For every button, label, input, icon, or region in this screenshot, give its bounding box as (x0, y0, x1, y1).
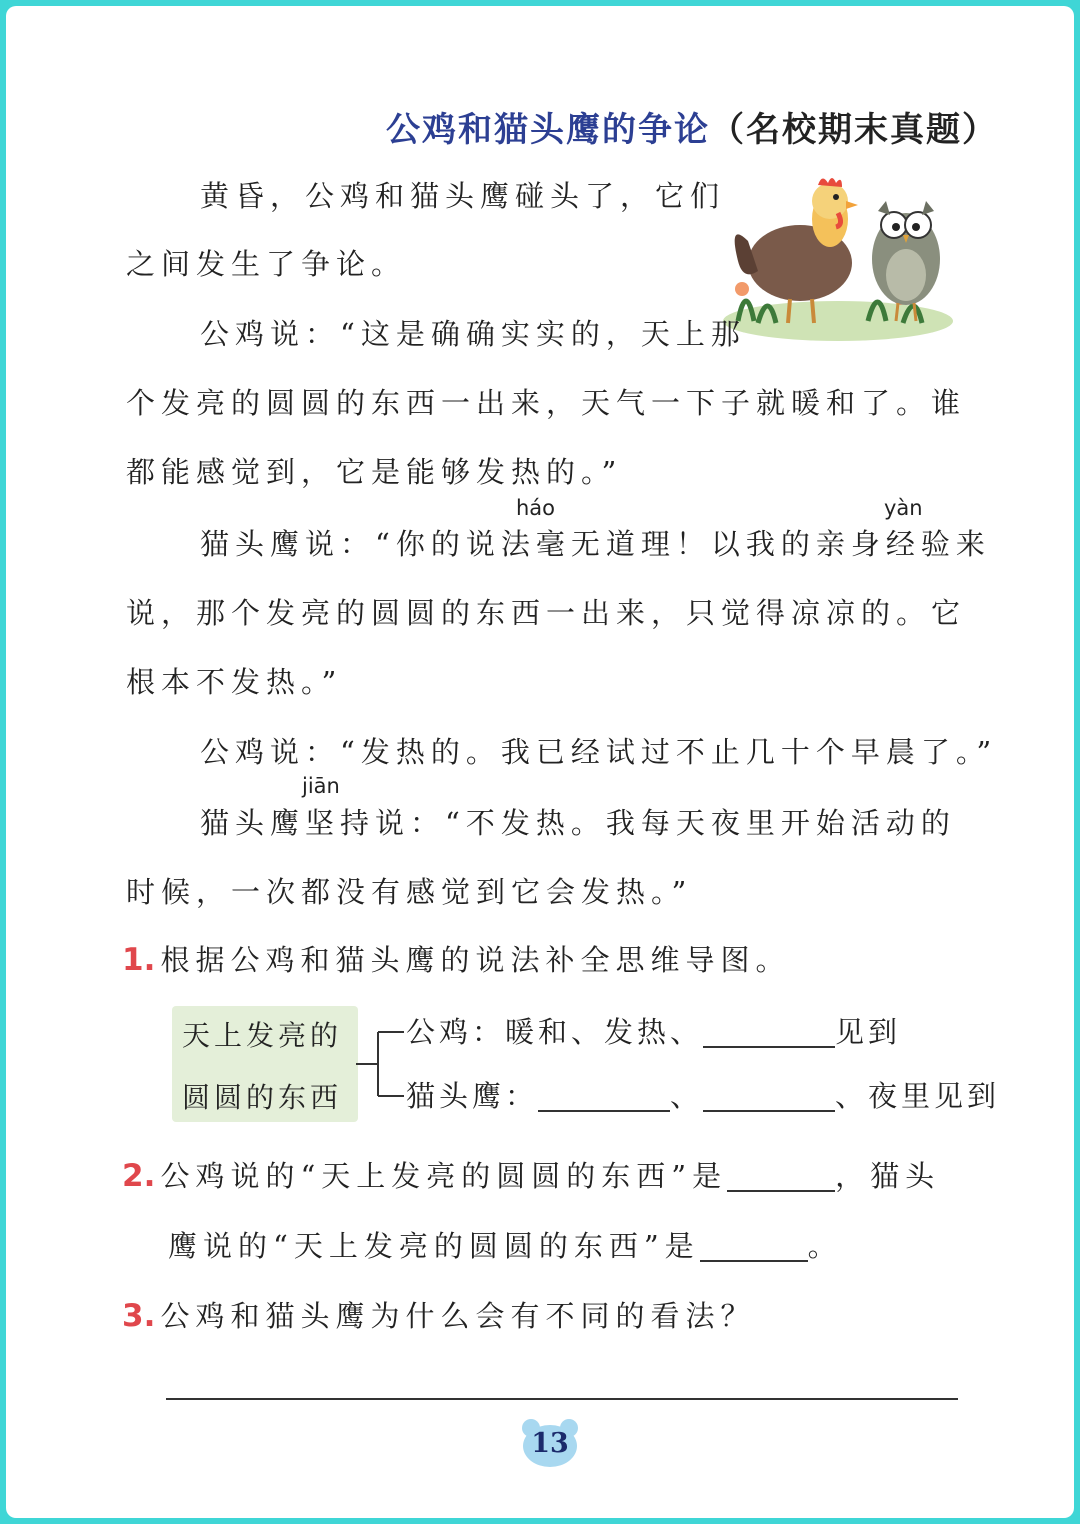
answer-blank[interactable] (700, 1232, 808, 1262)
title-text: 公鸡和猫头鹰的争论 (386, 110, 710, 150)
passage-line: 时候，一次都没有感觉到它会发热。” (126, 875, 693, 909)
question-number: 3. (122, 1298, 156, 1334)
passage-line: 公鸡说：“这是确确实实的，天上那 (200, 317, 746, 351)
passage-line: 个发亮的圆圆的东西一出来，天气一下子就暖和了。谁 (126, 386, 967, 420)
pinyin-hao: háo (516, 496, 556, 520)
answer-blank[interactable] (727, 1162, 835, 1192)
pinyin-jian: jiān (302, 774, 340, 798)
pinyin-yan: yàn (884, 496, 923, 520)
mindmap-root (172, 1006, 358, 1122)
page-number: 13 (531, 1428, 569, 1459)
passage-line: 都能感觉到，它是能够发热的。” (126, 455, 623, 489)
passage-line: 猫头鹰坚持说：“不发热。我每天夜里开始活动的 (200, 806, 956, 840)
question-number: 2. (122, 1158, 156, 1194)
branch-rooster-label: 公鸡：暖和、发热、 (406, 1015, 704, 1049)
question-text: ，猫头 (835, 1159, 941, 1193)
question-2 (122, 1154, 940, 1195)
question-text: 公鸡和猫头鹰为什么会有不同的看法？ (160, 1299, 756, 1333)
question-text: 鹰说的“天上发亮的圆圆的东西”是 (168, 1229, 700, 1263)
passage-line: 黄昏，公鸡和猫头鹰碰头了，它们 (200, 179, 726, 213)
mindmap-root-line1: 天上发亮的 (182, 1019, 343, 1052)
mindmap-branch-owl (406, 1074, 1000, 1115)
answer-blank[interactable] (703, 1082, 835, 1112)
passage-line: 根本不发热。” (126, 665, 343, 699)
question-text: 公鸡说的“天上发亮的圆圆的东西”是 (160, 1159, 728, 1193)
question-text: 根据公鸡和猫头鹰的说法补全思维导图。 (160, 943, 791, 977)
branch-owl-sep: 、 (670, 1079, 704, 1113)
branch-rooster-end: 见到 (835, 1015, 902, 1049)
question-text: 。 (807, 1229, 843, 1263)
passage-line: 猫头鹰说：“你的说法毫无道理！以我的亲身经验来 (200, 527, 991, 561)
textbook-page (6, 6, 1074, 1518)
answer-blank[interactable] (538, 1082, 670, 1112)
branch-owl-label: 猫头鹰： (406, 1079, 539, 1113)
title-subtitle: （名校期末真题） (710, 110, 998, 150)
mindmap-branch-rooster (406, 1010, 901, 1051)
passage-line: 公鸡说：“发热的。我已经试过不止几十个早晨了。” (200, 735, 998, 769)
page-number-badge (521, 1416, 579, 1468)
question-1 (122, 938, 790, 979)
passage-line: 之间发生了争论。 (126, 247, 407, 281)
mindmap-root-line2: 圆圆的东西 (182, 1081, 343, 1114)
branch-owl-end: 、夜里见到 (835, 1079, 1001, 1113)
passage-line: 说，那个发亮的圆圆的东西一出来，只觉得凉凉的。它 (126, 596, 967, 630)
page-title (386, 102, 998, 151)
answer-blank[interactable] (703, 1018, 835, 1048)
question-3 (122, 1294, 755, 1335)
question-number: 1. (122, 942, 156, 978)
rooster-owl-illustration (718, 171, 958, 346)
question-2-line2 (168, 1224, 843, 1265)
answer-line[interactable] (166, 1398, 958, 1400)
